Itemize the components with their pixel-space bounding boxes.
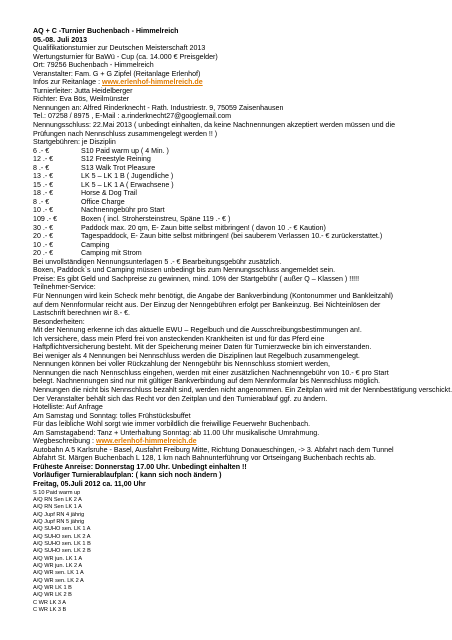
fee-description: Camping: [81, 240, 110, 249]
body-line: Besonderheiten:: [33, 317, 85, 326]
fee-description: Camping mit Strom: [81, 249, 142, 258]
body-line: Nennungen können bei voller Rückzahlung der Nenngebühr bis Nennschluss storniert werden,: [33, 360, 330, 369]
arrival-notice: Früheste Anreise: Donnerstag 17.00 Uhr. Unbedingt einhalten !!: [33, 462, 247, 471]
body-line: belegt. Nachnennungen sind nur mit gültiger Bankverbindung auf dem Nennformular bis Nennschluss möglich.: [33, 377, 381, 386]
fee-list: [33, 147, 437, 258]
body-line: Bei weniger als 4 Nennungen bei Nennschluss werden die Disziplinen laut Regelbuch zusammengelegt.: [33, 351, 360, 360]
fee-row: [33, 241, 437, 250]
fee-description: Boxen ( incl. Strohersteinstreu, Späne 119 .- € ): [81, 215, 231, 224]
fee-amount: 12 .- €: [33, 155, 54, 164]
schedule-item: A/Q SUHO sen. LK 2 B: [33, 548, 91, 555]
schedule-item: A/Q WR LK 1 B: [33, 585, 72, 591]
info-line: Richter: Eva Bös, Weilmünster: [33, 95, 130, 104]
fee-row: [33, 206, 437, 215]
fee-amount: 18 .- €: [33, 189, 54, 198]
fee-row: [33, 147, 437, 156]
fee-description: Horse & Dog Trail: [81, 189, 137, 198]
info-line: Wertungsturnier für BaWü - Cup (ca. 14.000 € Preisgelder): [33, 52, 218, 61]
fee-description: S12 Freestyle Reining: [81, 155, 151, 164]
info-line: Nennungsschluss: 22.Mai 2013 ( unbedingt einhalten, da keine Nachnennungen akzeptiert werden müssen und die: [33, 121, 396, 130]
schedule-item: A/Q WR sen. LK 2 A: [33, 577, 84, 584]
info-line: Ort: 79256 Buchenbach - Himmelreich: [33, 61, 154, 70]
schedule-item: A/Q WR LK 2 B: [33, 592, 72, 599]
schedule-item: C WR LK 3 B: [33, 607, 67, 614]
body-line: Autobahn A 5 Karlsruhe - Basel, Ausfahrt Freiburg Mitte, Richtung Donaueschingen, -> 3. Abfahrt nach dem Tunnel: [33, 445, 394, 454]
fee-row: [33, 249, 437, 258]
body-line: Mit der Nennung erkenne ich das aktuelle EWU – Regelbuch und die Ausschreibungsbestimmungen an!.: [33, 326, 362, 335]
info-line: Veranstalter: Fam. G + G Zipfel (Reitanlage Erlenhof): [33, 69, 201, 78]
fee-amount: 13 .- €: [33, 172, 54, 181]
schedule-item: A/Q RN Sen LK 2 A: [33, 496, 82, 503]
info-line: Qualifikationsturnier zur Deutschen Meisterschaft 2013: [33, 44, 206, 53]
fee-row: [33, 189, 437, 198]
event-date: 05.-08. Juli 2013: [33, 35, 88, 44]
document-title: AQ + C -Turnier Buchenbach - Himmelreich: [33, 27, 179, 35]
fee-description: S10 Paid warm up ( 4 Min. ): [81, 146, 169, 155]
schedule-item: A/Q SUHO sen. LK 2 A: [33, 533, 91, 540]
info-line: Turnierleiter: Jutta Heidelberger: [33, 86, 133, 95]
body-text: [33, 257, 452, 437]
document: [33, 27, 452, 614]
schedule-day: Freitag, 05.Juli 2012 ca. 11,00 Uhr: [33, 479, 146, 488]
fee-amount: 8 .- €: [33, 163, 50, 172]
body-line: Boxen, Paddock`s und Camping müssen unbedingt bis zum Nennungsschluss angemeldet sein.: [33, 266, 336, 275]
fee-description: LK 5 – LK 1 B ( Jugendliche ): [81, 172, 174, 181]
schedule-item: A/Q Jupf RN 4 jährig: [33, 511, 85, 518]
event-info: [33, 44, 437, 78]
facility-info-line: [33, 78, 437, 87]
fee-amount: 109 .- €: [33, 215, 58, 224]
fee-amount: 20 .- €: [33, 232, 54, 241]
fee-amount: 30 .- €: [33, 223, 54, 232]
directions-line: [33, 437, 437, 446]
info-line: Prüfungen nach Nennschluss zusammengelegt werden !! ): [33, 129, 218, 138]
facility-info-label: Infos zur Reitanlage :: [33, 78, 103, 87]
fee-amount: 10 .- €: [33, 206, 54, 215]
fee-description: S13 Walk Trot Pleasure: [81, 163, 156, 172]
schedule-title: Vorläufiger Turnierablaufplan: ( kann sich noch ändern ): [33, 471, 222, 480]
info-line: Tel.: 07258 / 8975 , E-Mail : a.rinderknecht27@googlemail.com: [33, 112, 232, 121]
body-line: Bei unvollständigen Nennungsunterlagen 5 .- € Bearbeitungsgebühr zusätzlich.: [33, 257, 282, 266]
fee-description: Paddock max. 20 qm, E- Zaun bitte selbst mitbringen! ( davon 10 .- € Kaution): [81, 223, 326, 232]
fee-row: [33, 164, 437, 173]
fee-row: [33, 155, 437, 164]
info-line: Startgebühren: je Disziplin: [33, 138, 116, 147]
body-line: Ich versichere, dass mein Pferd frei von ansteckenden Krankheiten ist und für das Pferd eine: [33, 334, 325, 343]
fee-description: LK 5 – LK 1 A ( Erwachsene ): [81, 180, 174, 189]
fee-amount: 8 .- €: [33, 197, 50, 206]
fee-amount: 15 .- €: [33, 180, 54, 189]
body-line: Haftpflichtversicherung besteht. Mit der Speicherung meiner Daten für Turnierzwecke bin ich einverstanden.: [33, 343, 372, 352]
body-line: Lastschrift berechnen wir 8.- €.: [33, 309, 130, 318]
fee-row: [33, 181, 437, 190]
body-line: Der Veranstalter behält sich das Recht vor den Zeitplan und den Turnierablauf ggf. zu ändern.: [33, 394, 328, 403]
facility-website-link[interactable]: www.erlenhof-himmelreich.de: [102, 78, 203, 87]
schedule-item: A/Q RN Sen LK 1 A: [33, 504, 82, 511]
fee-row: [33, 232, 437, 241]
body-line: Am Samstagabend: Tanz + Unterhaltung Sonntag: ab 11.00 Uhr musikalische Umrahmung.: [33, 428, 320, 437]
fee-row: [33, 172, 437, 181]
schedule-item: C WR LK 3 A: [33, 599, 66, 606]
fee-row: [33, 215, 437, 224]
body-line: Für Nennungen wird kein Scheck mehr benötigt, die Angabe der Bankverbindung (Kontonummer und Bankleitzahl): [33, 291, 394, 300]
body-line: Hotelliste: Auf Anfrage: [33, 403, 103, 412]
fee-amount: 10 .- €: [33, 240, 54, 249]
body-line: Nennungen die nicht bis Nennschluss bezahlt sind, werden nicht angenommen. Ein Zeitplan wird mit der Nennbestätigung verschickt.: [33, 385, 452, 394]
schedule-item: A/Q Jupf RN 5 jährig: [33, 518, 85, 525]
schedule-item: A/Q WR jun. LK 1 A: [33, 555, 83, 562]
fee-description: Office Charge: [81, 197, 125, 206]
schedule-item: S 10 Paid warm up: [33, 489, 81, 496]
fee-description: Tagespaddock, E- Zaun bitte selbst mitbringen! (bei sauberem Verlassen 10.- € zurückerstattet.): [81, 232, 383, 241]
body-line: auf dem Nennformular reicht aus. Der Einzug der Nenngebühren erfolgt per Bankeinzug. Bei Nichteinlösen der: [33, 300, 381, 309]
schedule-item: A/Q WR jun. LK 2 A: [33, 562, 83, 569]
body-line: Teilnehmer-Service:: [33, 283, 96, 292]
fee-row: [33, 224, 437, 233]
schedule-item: A/Q SUHO sen. LK 1 A: [33, 526, 91, 533]
fee-amount: 6 .- €: [33, 146, 50, 155]
body-line: Für das leibliche Wohl sorgt wie immer vorbildlich die freiwillige Feuerwehr Buchenbach.: [33, 420, 311, 429]
event-info-2: [33, 87, 437, 147]
fee-amount: 20 .- €: [33, 249, 54, 258]
schedule-list: [33, 490, 437, 615]
info-line: Nennungen an: Alfred Rinderknecht - Rath. Industriestr. 9, 75059 Zaisenhausen: [33, 103, 284, 112]
body-line: Nennungen die nach Nennschluss eingehen, werden mit einer zusätzlichen Nachnenngebühr von 10.- € pro Start: [33, 368, 389, 377]
schedule-item: A/Q WR sen. LK 1 A: [33, 570, 84, 577]
fee-description: Nachnenngebühr pro Start: [81, 206, 165, 215]
body-line: Preise: Es gibt Geld und Sachpreise zu gewinnen, mind. 10% der Startgebühr ( außer Q – Klassen ) !!!!!: [33, 274, 360, 283]
body-line: Am Samstag und Sonntag: tolles Frühstücksbuffet: [33, 411, 191, 420]
body-line: Abfahrt St. Märgen Buchenbach L 128, 1 km nach Bahnunterführung vor Ortseingang Buchenbach rechts ab.: [33, 454, 376, 463]
fee-row: [33, 198, 437, 207]
directions-label: Wegbeschreibung :: [33, 437, 96, 446]
schedule-item: A/Q SUHO sen. LK 1 B: [33, 540, 91, 547]
directions-website-link[interactable]: www.erlenhof-himmelreich.de: [95, 437, 197, 446]
